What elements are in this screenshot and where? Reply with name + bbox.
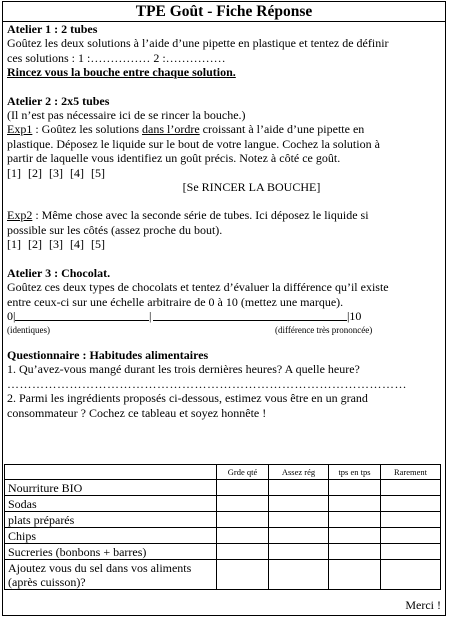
checkbox-cell[interactable] — [381, 528, 441, 544]
question-1-answer-line[interactable]: …………………………………………………………………………………… — [7, 376, 407, 391]
scale-min-label: 0| — [7, 308, 16, 323]
atelier2-heading: Atelier 2 : 2x5 tubes — [7, 93, 110, 108]
column-header: Rarement — [381, 465, 441, 480]
scale-legend-max: (différence très prononcée) — [275, 324, 373, 335]
atelier1-answer-line: ces solutions : 1 :…………… 2 :…………… — [7, 50, 226, 65]
checkbox-cell[interactable] — [381, 496, 441, 512]
row-label: Sucreries (bonbons + barres) — [5, 544, 217, 560]
table-row — [5, 496, 441, 512]
exp1-option-2[interactable]: [2] — [28, 165, 42, 180]
checkbox-cell[interactable] — [381, 560, 441, 590]
checkbox-cell[interactable] — [269, 480, 329, 496]
atelier1-heading: Atelier 1 : 2 tubes — [7, 22, 98, 36]
exp1-option-4[interactable]: [4] — [70, 165, 84, 180]
checkbox-cell[interactable] — [217, 544, 269, 560]
exp2-label: Exp2 — [7, 208, 33, 223]
checkbox-cell[interactable] — [217, 560, 269, 590]
question-2: 2. Parmi les ingrédients proposés ci-dessous, estimez vous être en un grand — [7, 391, 368, 406]
atelier1-rinse-instruction: Rincez vous la bouche entre chaque solution. — [7, 65, 236, 80]
checkbox-cell[interactable] — [217, 512, 269, 528]
column-header: Grde qté — [217, 465, 269, 480]
closing-thanks: Merci ! — [405, 598, 441, 612]
exp1-options — [7, 166, 441, 180]
checkbox-cell[interactable] — [217, 496, 269, 512]
checkbox-cell[interactable] — [381, 544, 441, 560]
exp1-line3: partir de laquelle vous identifiez un goût précis. Notez à côté ce goût. — [7, 151, 341, 166]
column-header: Assez rég — [269, 465, 329, 480]
atelier1-text: Goûtez les deux solutions à l’aide d’une pipette en plastique et tentez de définir — [7, 36, 389, 51]
exp2-option-4[interactable]: [4] — [70, 237, 84, 252]
atelier3-text2: entre ceux-ci sur une échelle arbitraire de 0 à 10 (mettez une marque). — [7, 294, 344, 309]
question-2-line2: consommateur ? Cochez ce tableau et soyez honnête ! — [7, 405, 267, 420]
row-label: Chips — [5, 528, 217, 544]
question-1: 1. Qu’avez-vous mangé durant les trois dernières heures? A quelle heure? — [7, 362, 360, 377]
page-title: TPE Goût - Fiche Réponse — [3, 2, 445, 22]
checkbox-cell[interactable] — [329, 480, 381, 496]
column-header: tps en tps — [329, 465, 381, 480]
exp2-option-1[interactable]: [1] — [7, 237, 21, 252]
exp2-option-5[interactable]: [5] — [91, 237, 105, 252]
row-label: plats préparés — [5, 512, 217, 528]
checkbox-cell[interactable] — [217, 480, 269, 496]
atelier3-heading: Atelier 3 : Chocolat. — [7, 265, 111, 280]
table-row — [5, 528, 441, 544]
checkbox-cell[interactable] — [329, 512, 381, 528]
exp1-paragraph: Exp1 : Goûtez les solutions dans l’ordre croissant à l’aide d’une pipette en — [7, 122, 365, 137]
table-header-blank — [5, 465, 217, 480]
exp2-option-2[interactable]: [2] — [28, 237, 42, 252]
exp1-underlined: dans l’ordre — [142, 122, 200, 137]
checkbox-cell[interactable] — [269, 512, 329, 528]
checkbox-cell[interactable] — [217, 528, 269, 544]
exp2-options — [7, 237, 441, 251]
rinse-reminder: [Se RINCER LA BOUCHE] — [182, 180, 321, 195]
table-row — [5, 560, 441, 590]
scale-legend — [7, 323, 441, 335]
scale-max-label: |10 — [347, 308, 362, 323]
scale-mid-mark: | — [149, 308, 152, 323]
scale-legend-min: (identiques) — [7, 324, 50, 335]
salt-question: Ajoutez vous du sel dans vos aliments (après cuisson)? — [5, 560, 217, 590]
exp1-line2: plastique. Déposez le liquide sur le bout de votre langue. Cochez la solution à — [7, 136, 380, 151]
checkbox-cell[interactable] — [329, 560, 381, 590]
checkbox-cell[interactable] — [329, 496, 381, 512]
checkbox-cell[interactable] — [381, 480, 441, 496]
checkbox-cell[interactable] — [269, 528, 329, 544]
exp1-label: Exp1 — [7, 122, 33, 137]
checkbox-cell[interactable] — [269, 496, 329, 512]
row-label: Sodas — [5, 496, 217, 512]
sheet-content — [3, 22, 445, 420]
table-row — [5, 512, 441, 528]
consumption-table — [4, 464, 441, 590]
exp2-line2: possible sur les côtés (assez proche du bout). — [7, 222, 223, 237]
checkbox-cell[interactable] — [381, 512, 441, 528]
scale-line-left[interactable] — [15, 320, 149, 321]
questionnaire-heading: Questionnaire : Habitudes alimentaires — [7, 347, 209, 362]
exp2-option-3[interactable]: [3] — [49, 237, 63, 252]
row-label: Nourriture BIO — [5, 480, 217, 496]
checkbox-cell[interactable] — [269, 544, 329, 560]
exp2-paragraph: Exp2 : Même chose avec la seconde série de tubes. Ici déposez le liquide si — [7, 208, 369, 223]
checkbox-cell[interactable] — [269, 560, 329, 590]
exp1-option-5[interactable]: [5] — [91, 165, 105, 180]
atelier2-note: (Il n’est pas nécessaire ici de se rincer la bouche.) — [7, 108, 246, 123]
table-row — [5, 480, 441, 496]
atelier3-text: Goûtez ces deux types de chocolats et tentez d’évaluer la différence qu’il existe — [7, 280, 389, 295]
difference-scale[interactable] — [7, 309, 441, 323]
exp1-option-1[interactable]: [1] — [7, 165, 21, 180]
table-header-row — [5, 465, 441, 480]
scale-line-right[interactable] — [153, 320, 347, 321]
exp1-option-3[interactable]: [3] — [49, 165, 63, 180]
checkbox-cell[interactable] — [329, 528, 381, 544]
table-row — [5, 544, 441, 560]
checkbox-cell[interactable] — [329, 544, 381, 560]
